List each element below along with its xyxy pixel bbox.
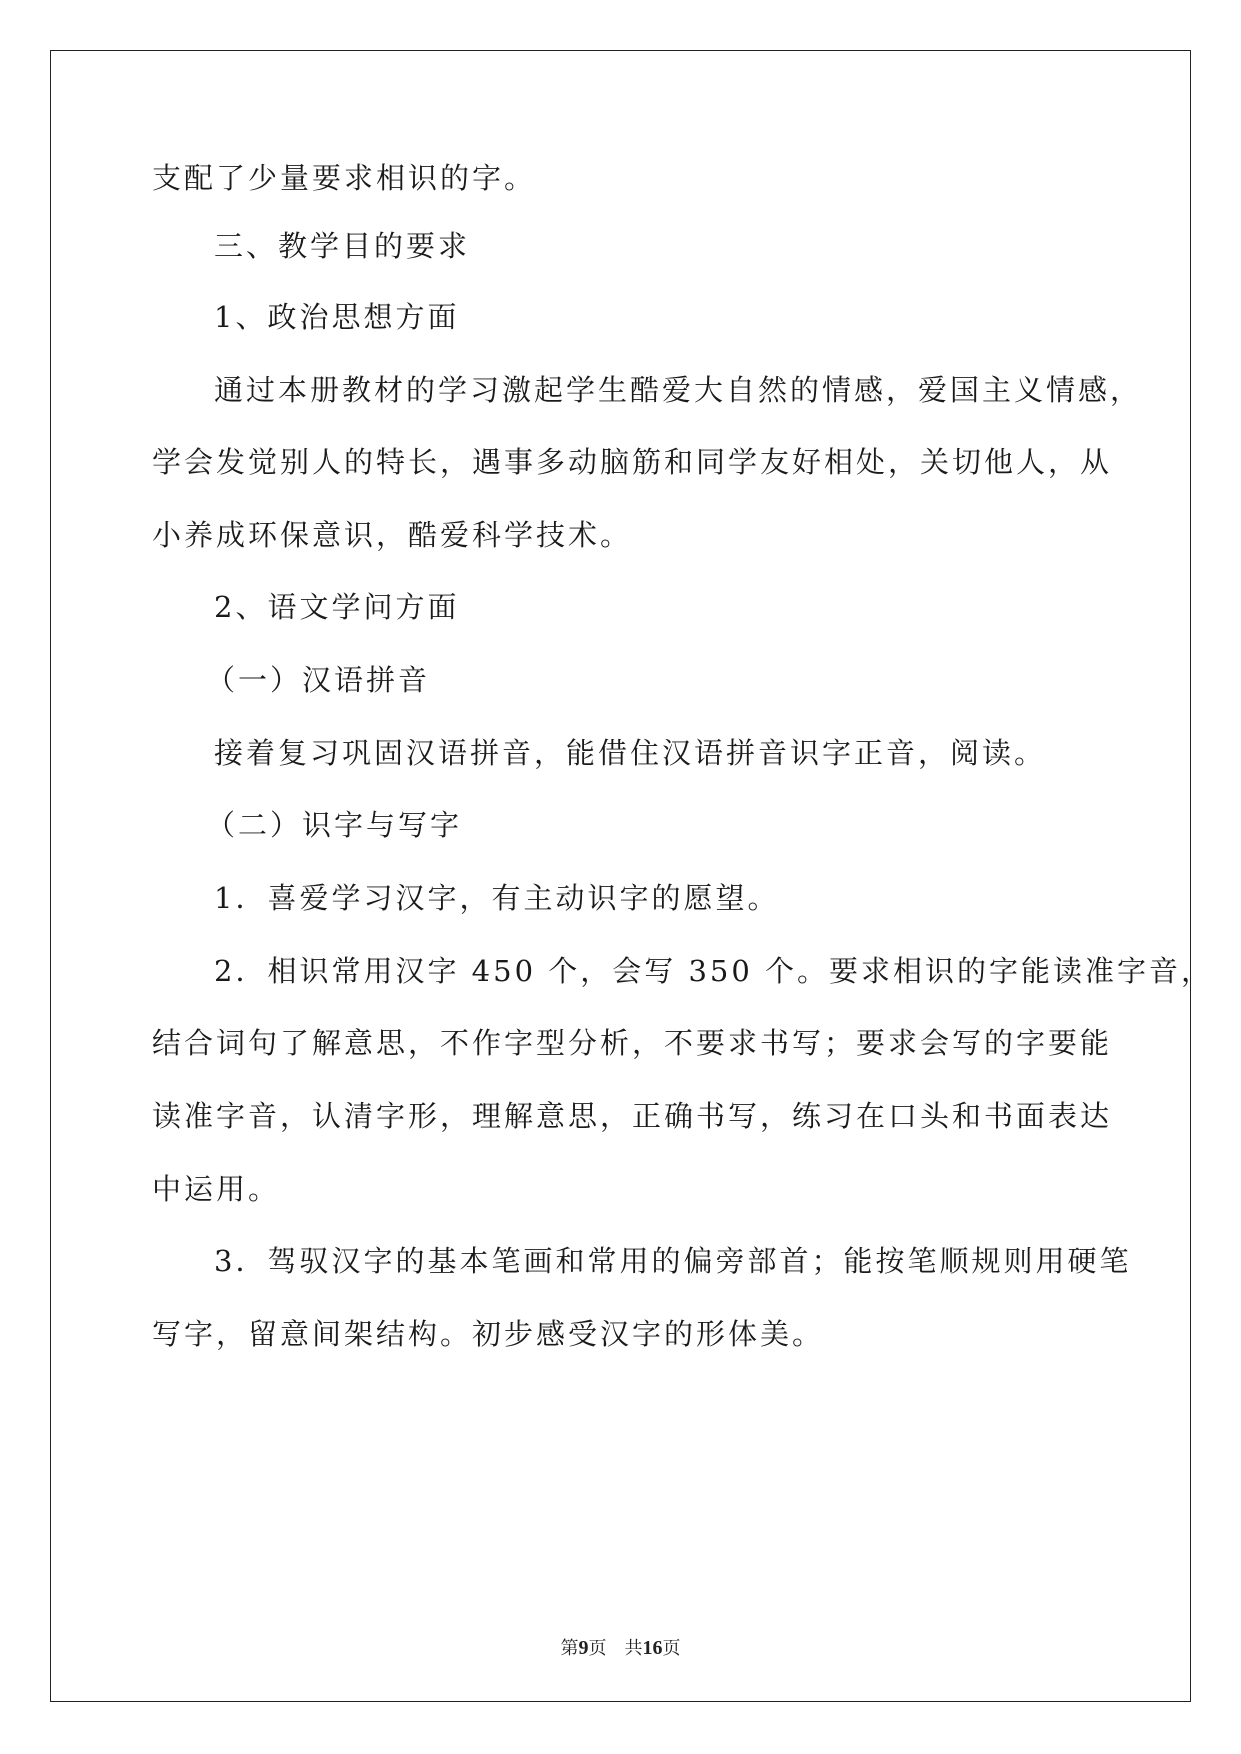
paragraph-line: 接着复习巩固汉语拼音，能借住汉语拼音识字正音，阅读。 [214, 736, 1047, 770]
footer-total-prefix: 共 [624, 1638, 643, 1659]
paragraph-line: 学会发觉别人的特长，遇事多动脑筋和同学友好相处，关切他人，从 [152, 445, 1113, 479]
footer-page-number: 9 [578, 1637, 589, 1659]
section-heading: 三、教学目的要求 [214, 229, 471, 263]
paragraph-line: 小养成环保意识，酷爱科学技术。 [152, 518, 633, 552]
paragraph-line: 写字，留意间架结构。初步感受汉字的形体美。 [152, 1317, 825, 1351]
subsection-heading: （一）汉语拼音 [206, 663, 431, 697]
footer-total-suffix: 页 [662, 1638, 681, 1659]
paragraph-line: 结合词句了解意思，不作字型分析，不要求书写；要求会写的字要能 [152, 1026, 1113, 1060]
subsection-heading: （二）识字与写字 [206, 808, 463, 842]
paragraph-line: 通过本册教材的学习激起学生酷爱大自然的情感，爱国主义情感， [214, 373, 1143, 407]
list-item: 2．相识常用汉字 450 个，会写 350 个。要求相识的字能读准字音， [214, 954, 1214, 988]
subsection-heading: 1、政治思想方面 [214, 300, 460, 334]
list-item: 3．驾驭汉字的基本笔画和常用的偏旁部首；能按笔顺规则用硬笔 [214, 1244, 1132, 1278]
footer-page-suffix: 页 [588, 1638, 607, 1659]
subsection-heading: 2、语文学问方面 [214, 590, 460, 624]
paragraph-line: 支配了少量要求相识的字。 [152, 161, 537, 195]
paragraph-line: 中运用。 [152, 1172, 281, 1206]
list-item: 1．喜爱学习汉字，有主动识字的愿望。 [214, 881, 780, 915]
paragraph-line: 读准字音，认清字形，理解意思，正确书写，练习在口头和书面表达 [152, 1099, 1113, 1133]
page-footer [0, 1636, 1241, 1661]
footer-page-prefix: 第 [560, 1638, 579, 1659]
footer-total-pages: 16 [642, 1637, 663, 1659]
